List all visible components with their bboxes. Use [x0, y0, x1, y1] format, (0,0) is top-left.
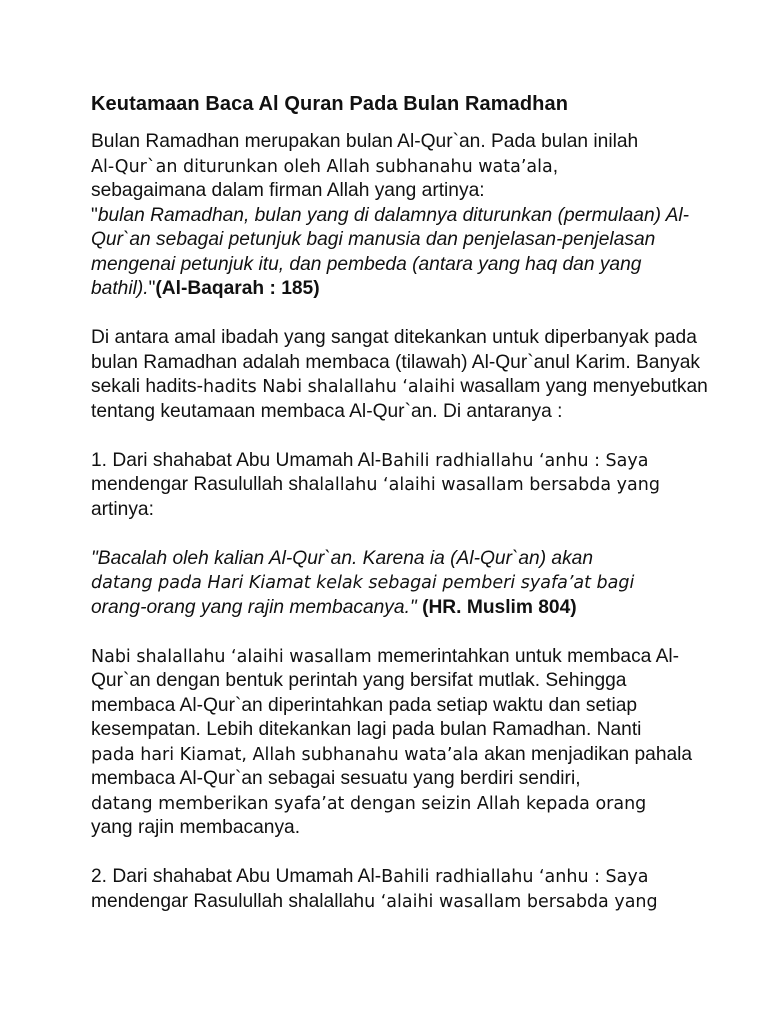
hadith-quote-3: orang-orang yang rajin membacanya.": [91, 596, 417, 618]
perintah-text-1: memerintahkan untuk membaca Al-Qur`an dengan bentuk perintah yang bersifat mutlak. Sehingga membaca Al-Qur`an diperintahkan pada setiap waktu dan setiap kesempatan. Lebih ditekankan lagi pada bulan Ramadhan. Nanti: [91, 645, 680, 740]
paragraph-hadith-1: [91, 449, 708, 523]
perintah-highlight-3: datang memberikan syafa’at dengan seizin Allah kepada orang: [91, 793, 647, 814]
paragraph-amal: [91, 326, 708, 424]
hadith1-text-3: artinya:: [91, 498, 154, 520]
amal-text-1: Di antara amal ibadah yang sangat ditekankan untuk diperbanyak pada bulan Ramadhan adalah membaca (tilawah) Al-Qur`anul Karim. Banyak sekali hadits-: [91, 327, 700, 397]
hadith2-highlight-1: Bahili radhiallahu ‘anhu : Saya: [381, 867, 649, 887]
hadith-reference: (HR. Muslim 804): [416, 596, 577, 618]
quote-open: ": [91, 204, 98, 226]
intro-highlight: Al-Qur`an diturunkan oleh Allah subhanahu wata’ala: [91, 156, 553, 177]
document-title: Keutamaan Baca Al Quran Pada Bulan Ramadhan: [91, 93, 569, 115]
perintah-text-2: akan menjadikan pahala membaca Al-Qur`an sebagai sesuatu yang berdiri sendiri,: [91, 743, 693, 789]
hadith2-text-2: mendengar Rasulullah shalallah: [91, 890, 365, 912]
hadith-quote-1: "Bacalah oleh kalian Al-Qur`an. Karena ia (Al-Qur`an) akan: [91, 547, 594, 569]
intro-text-2: sebagaimana dalam firman Allah yang artinya:: [91, 180, 485, 201]
hadith2-text-1: 2. Dari shahabat Abu Umamah Al-: [91, 866, 382, 887]
intro-text-1: Bulan Ramadhan merupakan bulan Al-Qur`an. Pada bulan inilah: [91, 131, 639, 152]
quote-close: ": [148, 278, 156, 299]
paragraph-intro: [91, 130, 708, 302]
perintah-text-3: yang rajin membacanya.: [91, 817, 301, 838]
amal-text-2: wasallam yang menyebutkan tentang keutamaan membaca Al-Qur`an. Di antaranya :: [91, 376, 708, 422]
intro-comma: ,: [552, 155, 559, 177]
amal-highlight: hadits Nabi shalallahu ‘alaihi: [202, 377, 456, 397]
hadith1-highlight-2: lallahu ‘alaihi wasallam bersabda yang: [319, 475, 660, 495]
hadith1-text-2: mendengar Rasulullah sha: [91, 474, 320, 495]
perintah-highlight-2: pada hari Kiamat, Allah subhanahu wata’ala: [91, 744, 479, 765]
paragraph-hadith-2: [91, 865, 708, 914]
hadith1-highlight-1: Bahili radhiallahu ‘anhu : Saya: [381, 450, 649, 471]
hadith1-text-1: 1. Dari shahabat Abu Umamah Al-: [91, 449, 382, 471]
hadith2-highlight-2: u ‘alaihi wasallam bersabda yang: [364, 891, 658, 912]
hadith-quote-2: datang pada Hari Kiamat kelak sebagai pemberi syafa’at bagi: [91, 573, 635, 593]
paragraph-perintah: [91, 645, 708, 841]
perintah-highlight-1: Nabi shalallahu ‘alaihi wasallam: [91, 646, 378, 667]
paragraph-hadith-quote: [91, 547, 708, 621]
quote-reference: (Al-Baqarah : 185): [155, 278, 320, 299]
quran-quote: bulan Ramadhan, bulan yang di dalamnya diturunkan (permulaan) Al-Qur`an sebagai petunjuk bagi manusia dan penjelasan-penjelasan mengenai petunjuk itu, dan pembeda (antara yang haq dan yang bathil).: [91, 204, 690, 299]
